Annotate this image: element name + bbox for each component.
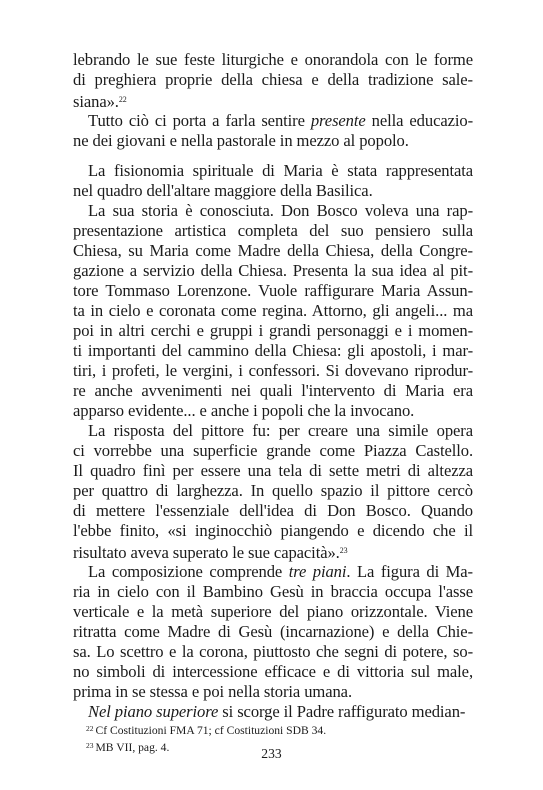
text-line: Chiesa, su Maria come Madre della Chiesa, della Congre- [73,241,473,260]
footnote-marker: 23 [339,546,348,555]
italic-text: tre piani [288,562,347,581]
text-line: siana».$^{22}$ [73,92,127,111]
footnote-number: 22 [86,724,94,733]
text-line: ci vorrebbe una superficie grande come Piazza Castello. [73,441,473,460]
text-line: ne dei giovani e nella pastorale in mezzo al popolo. [73,131,409,150]
text-line: gazione a servizio della Chiesa. Presenta la sua idea al pit- [73,261,473,280]
page-number: 233 [261,746,282,761]
italic-text: Nel piano superiore [88,702,219,721]
text-line: prima in se stessa e poi nella storia umana. [73,682,352,701]
text-line: ti importanti del cammino della Chiesa: gli apostoli, i mar- [73,341,473,360]
italic-text: presente [310,111,366,130]
text-line: tiri, i profeti, le vergini, i confessori. Si dovevano riprodur- [73,361,473,380]
text-line: di mettere l'essenziale dell'idea di Don Bosco. Quando [73,501,473,520]
text-line: tore Tommaso Lorenzone. Vuole raffigurare Maria Assun- [73,281,473,300]
text-line: sa. Lo scettro e la corona, piuttosto che segni di potere, so- [73,642,473,661]
text-line: La sua storia è conosciuta. Don Bosco voleva una rap- [88,201,473,220]
text-line: La fisionomia spirituale di Maria è stata rappresentata [88,161,473,180]
text-line: nel quadro dell'altare maggiore della Basilica. [73,181,373,200]
text-line: risultato aveva superato le sue capacità».$^{23}$ [73,543,348,562]
text-line: verticale e la metà superiore del piano orizzontale. Viene [73,602,473,621]
text-line: apparso evidente... e anche i popoli che la invocano. [73,401,415,420]
text-line: lebrando le sue feste liturgiche e onorandola con le forme [73,50,473,69]
footnote-marker: 22 [118,95,127,104]
footnote-number: 23 [86,741,94,750]
text-line: ta in cielo e coronata come regina. Attorno, gli angeli... ma [73,301,473,320]
text-line: Nel piano superiore si scorge il Padre raffigurato median- [88,702,466,721]
footnote [86,722,326,738]
footnote-text: Cf Costituzioni FMA 71; cf Costituzioni SDB 34. [95,724,327,737]
text-line: Il quadro finì per essere una tela di sette metri di altezza [73,461,473,480]
text-line: poi in altri cerchi e gruppi i grandi personaggi e i momen- [73,321,473,340]
text-line: presentazione artistica completa del suo pensiero sulla [73,221,473,240]
text-line: ria in cielo con il Bambino Gesù in braccia occupa l'asse [73,582,473,601]
text-line: Tutto ciò ci porta a farla sentire presente nella educazio- [88,111,473,130]
text-line: La composizione comprende tre piani. La figura di Ma- [88,562,473,581]
text-line: l'ebbe finito, «si inginocchiò piangendo e dicendo che il [73,521,473,540]
text-line: no simboli di intercessione efficace e di vittoria sul male, [73,662,473,681]
text-line: La risposta del pittore fu: per creare una simile opera [88,421,473,440]
footnote-text: MB VII, pag. 4. [95,741,170,754]
text-line: ritratta come Madre di Gesù (incarnazione) e della Chie- [73,622,473,641]
text-line: per quattro di larghezza. In quello spazio il pittore cercò [73,481,473,500]
text-line: re anche avvenimenti nei quali l'intervento di Maria era [73,381,473,400]
text-line: di preghiera proprie della chiesa e della tradizione sale- [73,70,473,89]
